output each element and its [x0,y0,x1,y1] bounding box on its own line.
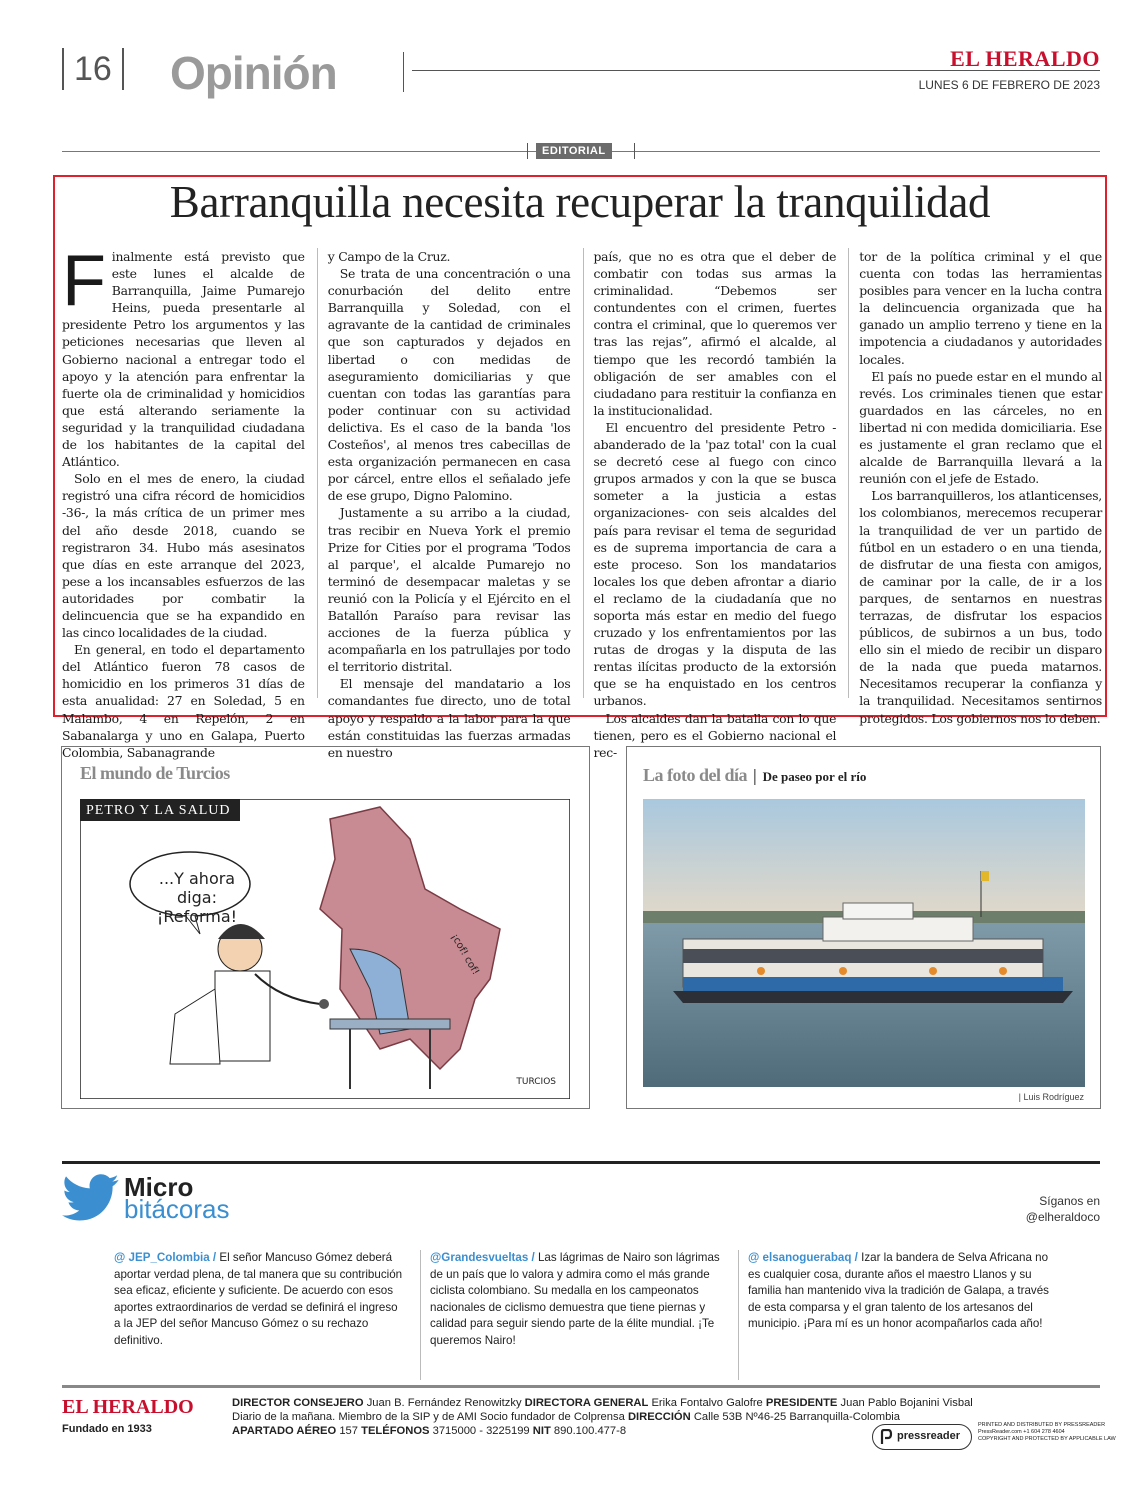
photo-panel [626,746,1101,1109]
cartoon-banner: PETRO Y LA SALUD [86,803,231,818]
micro-post-handle[interactable]: @ elsanoguerabaq / [748,1251,858,1264]
editorial-tag-bracket-right [634,143,635,159]
editorial-paragraph: El país no puede estar en el mundo al revés. Los criminales tienen que estar guardados en las cárceles, no en libertad ni con medida domiciliaria. Ese es justamente el gran reclamo que el alcalde de Barranquilla llevará a la reunión con el jefe de Estado. [859,368,1102,487]
river-boat-photo [643,799,1085,1087]
pressreader-notice-line: PRINTED AND DISTRIBUTED BY PRESSREADER [978,1422,1106,1428]
section-title: Opinión [170,47,337,99]
editorial-paragraph: Justamente a su arribo a la ciudad, tras recibir en Nueva York el premio Prize for Cities por el programa 'Todos al parque', el alcalde Pumarejo no terminó de desempacar maletas y se reunió con la Policía y el Ejército en el Batallón Paraíso para revisar las acciones de la fuerza pública y acompañarla en los patrullajes por todo el territorio distrital. [327,505,571,675]
footer-label: NIT [532,1425,551,1437]
editorial-column-3 [583,248,837,760]
editorial-body [62,241,1102,760]
editorial-paragraph: Los alcaldes dan la batalla con lo que tienen, pero es el Gobierno nacional el rec- [593,710,837,760]
micro-post-text: Las lágrimas de Nairo son lágrimas de un país que lo valora y admira como el más grande ciclista colombiano. Su medalla en los campeonatos nacionales de ciclismo demuestra que tiene piernas y calidad para seguir siendo parte de la élite mundial. ¡Te queremos Nairo! [430,1251,720,1347]
footer-line-1 [232,1396,973,1410]
editorial-headline: Barranquilla necesita recuperar la tranquilidad [169,177,991,227]
photo-heading [643,765,866,786]
editorial-paragraph: El encuentro del presidente Petro -abanderado de la 'paz total' con la cual se decretó cese al fuego con cinco grupos armados y con la que se busca someter a la justicia a estas organizaciones- con seis alcaldes del país para revisar el tema de seguridad es de suprema importancia de cara a este proceso. Son los mandatarios locales los que deben afrontar a diario el reclamo de la ciudadanía que no soporta más estar en medio del fuego cruzado y los enfrentamientos por las rutas de drogas y la disputa de las rentas ilícitas producto de la extorsión que se ha enquistado en los centros urbanos. [593,419,837,709]
photo-title-divider: | [752,766,758,785]
footer-rule [62,1385,1100,1388]
issue-date: LUNES 6 DE FEBRERO DE 2023 [918,78,1100,92]
micro-title-line2: bitácoras [124,1194,230,1224]
paragraph-text: inalmente está previsto que este lunes el alcalde de Barranquilla, Jaime Pumarejo Heins, pueda presentarle al presidente Petro los argumentos y las peticiones necesarias que lleven al Gobierno nacional a entregar todo el apoyo y la atención para enfrentar la fuerte ola de criminalidad y homicidios que está alterando seriamente la seguridad y la tranquilidad ciudadana de los habitantes de la capital del Atlántico. [62,249,305,470]
cartoon-image [80,799,570,1099]
pressreader-notice-line: PressReader.com +1 604 278 4604 [978,1429,1065,1435]
speech-bubble-text [142,869,252,926]
editorial-paragraph: y Campo de la Cruz. [327,249,451,264]
footer-founded: Fundado en 1933 [62,1423,152,1435]
editorial-paragraph: Se trata de una concentración o una conurbación del delito entre Barranquilla y Soledad, con el agravante de la cantidad de criminales que son capturados y dejados en libertad o con medidas de aseguramiento domiciliarias y que cuentan con todas las garantías para poder continuar con su actividad delictiva. Es el caso de la banda 'los Costeños', al menos tres cabecillas de esta organización permanecen en casa por cárcel, entre ellos el señalado jefe de ese grupo, Digno Palomino. [327,266,571,504]
footer-label: DIRECCIÓN [627,1411,691,1423]
pressreader-badge[interactable] [872,1422,1116,1452]
cartoon-panel [61,746,590,1109]
speech-bubble-line: ...Y ahora diga: [158,869,236,907]
footer-logo: EL HERALDO [62,1396,194,1418]
editorial-paragraph: En general, en todo el departamento del Atlántico fueron 78 casos de homicidio en los primeros 31 días de esta anualidad: 27 en Soledad, 5 en Malambo, 4 en Repelón, 2 en Sabanalarga y uno en Galapa, Puerto Colombia, Sabanagrande [62,642,305,760]
cough-text: ¡cof! cof! [448,932,481,977]
editorial-tag: EDITORIAL [536,143,612,159]
footer-label: DIRECTOR CONSEJERO [232,1397,364,1409]
micro-post-2 [430,1250,730,1350]
header-divider [403,52,404,92]
pressreader-notice-line: COPYRIGHT AND PROTECTED BY APPLICABLE LAW [978,1436,1116,1442]
micro-divider [420,1250,421,1380]
masthead-logo: EL HERALDO [950,46,1100,71]
footer-line-2 [232,1410,973,1424]
follow-handle[interactable]: @elheraldoco [1025,1210,1100,1224]
micro-post-handle[interactable]: @ JEP_Colombia / [114,1251,217,1264]
follow-label: Síganos en [1039,1194,1100,1208]
editorial-tag-bracket-left [527,143,528,159]
cartoonist-signature: TURCIOS [516,1077,556,1087]
footer-value: Juan Pablo Bojanini Visbal [837,1397,973,1409]
pressreader-logo [872,1424,972,1450]
micro-post-text: Izar la bandera de Selva Africana no es cualquier cosa, durante años el maestro Llanos y su familia han mantenido viva la tradición de Galapa, a través de esta comparsa y el gran talento de los artesanos del municipio. ¡Para mí es un honor acompañarlos cada año! [748,1251,1049,1331]
footer-value: Juan B. Fernández Renowitzky [363,1397,525,1409]
photo-title: La foto del día [643,765,748,785]
drop-cap: F [62,241,106,321]
micro-post-handle[interactable]: @Grandesvueltas / [430,1251,535,1264]
photo-credit: | Luis Rodríguez [1018,1092,1084,1102]
speech-bubble-line: ¡Reforma! [156,907,238,926]
micro-post-text: El señor Mancuso Gómez deberá aportar verdad plena, de tal manera que su contribución sea eficaz, eficiente y suficiente. De acuerdo con esos aportes extraordinarios de verdad se definirá el ingreso a la JEP del señor Mancuso Gómez o su rechazo definitivo. [114,1251,403,1347]
footer-value: 157 [336,1425,362,1437]
footer-value: 3715000 - 3225199 [429,1425,533,1437]
micro-title-line1: Micro [124,1172,194,1202]
footer-label: TELÉFONOS [361,1425,430,1437]
editorial-paragraph: Los barranquilleros, los atlanticenses, los colombianos, merecemos recuperar la tranquilidad de ver un partido de fútbol en un estadero o en una tienda, de disfrutar de una fiesta con amigos, de caminar por la calle, de ir a los parques, de sentarnos en nuestras terrazas, de disfrutar los espacios públicos, de subirnos a un bus, todo ello sin el miedo de recibir un disparo de la nada que pueda matarnos. Necesitamos recuperar la confianza y la tranquilidad. Necesitamos sentirnos protegidos. Los gobiernos nos lo deben. [859,488,1102,726]
footer-value: Calle 53B Nº46-25 Barranquilla-Colombia [690,1411,901,1423]
editorial-column-1 [62,241,305,760]
editorial-paragraph: tor de la política criminal y el que cuenta con todas las herramientas posibles para vencer en la lucha contra la delincuencia organizada que ha ganado un amplio terreno y tiene en la impotencia a ciudadanos y autoridades locales. [859,249,1102,367]
cartoon-title: El mundo de Turcios [80,763,230,783]
footer-label: APARTADO AÉREO [232,1425,337,1437]
pressreader-name: pressreader [897,1430,960,1442]
micro-rule [62,1161,1100,1164]
cartoon-drawing [80,799,570,1099]
editorial-paragraph: país, que no es otra que el deber de combatir con todas sus armas la criminalidad. “Debemos ser contundentes con el crimen, fuertes contra el criminal, que lo queremos ver tras las rejas”, afirmó el alcalde, al tiempo que les recordó también la obligación de ser amables con el ciudadano para restituir la confianza en la institucionalidad. [593,249,837,418]
editorial-paragraph: El mensaje del mandatario a los comandantes fue directo, uno de total apoyo y respaldo a la labor para la que están constituidas las fuerzas armadas en nuestro [327,676,571,760]
footer-label: PRESIDENTE [765,1397,838,1409]
pressreader-icon [879,1429,893,1445]
footer-label: DIRECTORA GENERAL [524,1397,649,1409]
micro-post-1 [114,1250,404,1350]
footer-value: Erika Fontalvo Galofre [648,1397,766,1409]
editorial-column-2 [317,248,571,760]
photo-subtitle: De paseo por el río [762,769,867,784]
footer-credits [232,1396,973,1438]
editorial-paragraph: Solo en el mes de enero, la ciudad registró una cifra récord de homicidios -36-, la más crítica de un primer mes del año desde 2018, cuando se registraron 34. Hubo más asesinatos que días en este arranque del 2023, pese a los incansables esfuerzos de las autoridades por combatir la delincuencia que se ha expandido en las cinco localidades de la ciudad. [62,471,305,641]
footer-value: 890.100.477-8 [550,1425,627,1437]
editorial-paragraph [62,241,305,470]
footer-value: Diario de la mañana. Miembro de la SIP y de AMI Socio fundador de Colprensa [232,1411,628,1423]
twitter-bird-icon [62,1174,120,1226]
micro-divider [738,1250,739,1380]
micro-post-3 [748,1250,1058,1333]
editorial-column-4 [848,248,1102,726]
footer-line-3 [232,1424,973,1438]
photo-image [643,799,1085,1087]
pressreader-notice [978,1422,1116,1443]
page-number: 16 [62,48,124,90]
